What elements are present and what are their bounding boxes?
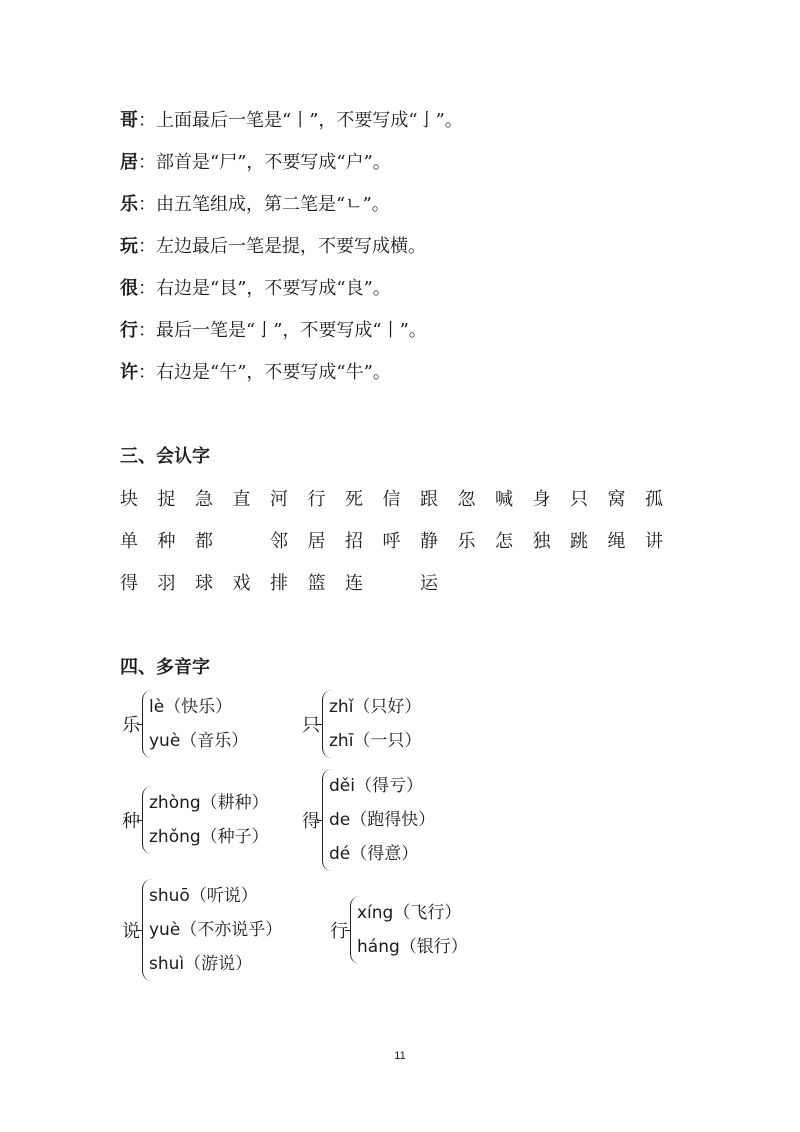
pinyin: shuō [149,886,190,906]
character: 种 [157,531,176,552]
note-char: 很 [120,278,138,299]
character: 乐 [457,531,476,552]
brace-list [142,786,269,854]
pinyin: háng [357,937,400,957]
polyphone-group [330,896,468,964]
character: 招 [345,531,363,552]
brace-list [322,769,435,871]
polyphone-char: 只 [302,715,320,736]
character: 信 [382,489,401,510]
pinyin: yuè [149,920,181,940]
character: 急 [195,489,213,510]
brace-list [322,690,421,758]
reading-line [357,896,468,930]
pinyin: shuì [149,954,185,974]
note-text: ：右边是“午”，不要写成“牛”。 [138,362,391,383]
brace-list [350,896,468,964]
example-word: （只好） [353,697,422,717]
polyphone-char: 说 [122,921,140,942]
pinyin: zhǐ [329,697,354,717]
example-word: （得亏） [354,776,423,796]
polyphone-group [302,769,435,871]
pinyin: zhī [329,731,354,751]
character: 行 [307,489,326,510]
note-line [120,106,463,132]
character: 捉 [157,489,176,510]
example-word: （种子） [200,827,269,847]
note-char: 许 [120,362,138,383]
character: 呼 [382,531,401,552]
character: 独 [532,531,551,552]
char-row [120,527,683,553]
character: 跳 [570,531,588,552]
note-line [120,316,427,342]
note-line [120,358,391,384]
note-char: 乐 [120,194,138,215]
example-word: （快乐） [164,697,233,717]
character: 怎 [495,531,513,552]
character: 讲 [645,531,663,552]
character: 直 [232,489,251,510]
note-text: ：部首是“尸”，不要写成“户”。 [138,152,391,173]
character: 邻 [270,531,288,552]
pinyin: zhǒng [149,827,201,847]
character: 喊 [495,489,513,510]
character [383,569,421,595]
character: 忽 [457,489,476,510]
reading-line [329,690,421,724]
polyphone-group [122,690,248,758]
character: 单 [120,531,138,552]
note-line [120,190,390,216]
character: 得 [120,573,138,594]
note-text: ：由五笔组成，第二笔是“ㄴ”。 [138,194,390,215]
reading-line [329,724,421,758]
brace-list [142,690,248,758]
pinyin: xíng [357,903,394,923]
character: 连 [345,573,363,594]
pinyin: yuè [149,731,181,751]
polyphone-char: 行 [330,921,348,942]
reading-line [149,690,248,724]
example-word: （不亦说乎） [180,920,283,940]
note-line [120,274,391,300]
reading-line [149,913,282,947]
character: 排 [270,573,288,594]
reading-line [149,724,248,758]
character: 球 [195,573,213,594]
note-char: 哥 [120,110,138,131]
pinyin: zhòng [149,793,201,813]
reading-line [329,837,435,871]
reading-line [149,820,269,854]
brace-list [142,879,282,981]
example-word: （音乐） [180,731,249,751]
character: 孤 [645,489,663,510]
note-char: 玩 [120,236,138,257]
pinyin: děi [329,776,355,796]
polyphone-group [302,690,421,758]
note-text: ：上面最后一笔是“丨”，不要写成“亅”。 [138,110,463,131]
section-title: 三、会认字 [120,446,210,467]
character: 绳 [607,531,626,552]
character: 都 [195,531,213,552]
example-word: （耕种） [200,793,269,813]
character: 羽 [157,573,176,594]
polyphone-char: 种 [122,811,140,832]
example-word: （银行） [399,937,468,957]
polyphone-char: 乐 [122,715,140,736]
reading-line [149,879,282,913]
character: 死 [345,489,363,510]
character [233,527,271,553]
polyphone-char: 得 [302,811,320,832]
character: 静 [420,531,438,552]
example-word: （游说） [184,954,253,974]
example-word: （得意） [350,844,419,864]
example-word: （飞行） [393,903,462,923]
character: 身 [532,489,551,510]
section-title: 四、多音字 [120,657,210,678]
note-text: ：左边最后一笔是提，不要写成横。 [138,236,426,257]
note-text: ：右边是“艮”，不要写成“良”。 [138,278,391,299]
reading-line [149,786,269,820]
character: 篮 [307,573,326,594]
polyphone-group [122,879,282,981]
char-row [120,569,458,595]
pinyin: de [329,810,351,830]
pinyin: lè [149,697,165,717]
polyphone-group [122,786,269,854]
character: 河 [270,489,288,510]
character: 窝 [607,489,626,510]
example-word: （一只） [353,731,422,751]
reading-line [329,769,435,803]
example-word: （听说） [189,886,258,906]
character: 居 [307,531,326,552]
note-text: ：最后一笔是“亅”，不要写成“丨”。 [138,320,427,341]
note-line [120,232,426,258]
pinyin: dé [329,844,351,864]
character: 块 [120,489,138,510]
example-word: （跑得快） [350,810,436,830]
character: 只 [570,489,588,510]
reading-line [329,803,435,837]
reading-line [149,947,282,981]
character: 戏 [232,573,251,594]
char-row [120,485,683,511]
note-char: 居 [120,152,138,173]
page-number: 11 [394,1050,406,1062]
note-line [120,148,391,174]
note-char: 行 [120,320,138,341]
character: 运 [420,573,438,594]
reading-line [357,930,468,964]
character: 跟 [420,489,438,510]
